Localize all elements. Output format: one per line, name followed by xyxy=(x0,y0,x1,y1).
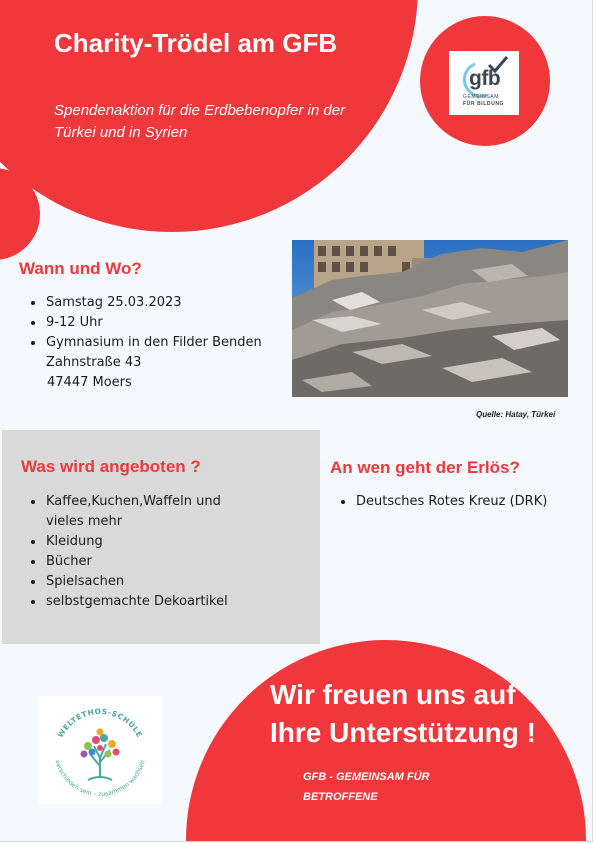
page-subtitle: Spendenaktion für die Erdbebenopfer in der Türkei und in Syrien xyxy=(54,102,346,141)
list-item-text: 9-12 Uhr xyxy=(46,315,103,330)
list-item: selbstgemachte Dekoartikel xyxy=(30,592,260,612)
footer-line-2: BETROFFENE xyxy=(303,791,378,803)
earthquake-rubble-photo xyxy=(292,240,568,397)
list-item: Deutsches Rotes Kreuz (DRK) xyxy=(340,492,570,512)
gfb-logo-word: gfb xyxy=(469,67,501,90)
school-motto-arc: verschieden sein – zusammen wachsen xyxy=(53,759,147,799)
thanks-line-2: Ihre Unterstützung ! xyxy=(270,717,536,748)
list-item xyxy=(30,333,280,393)
when-where-heading: Wann und Wo? xyxy=(19,259,142,278)
offer-list xyxy=(30,492,260,612)
thanks-message xyxy=(270,676,536,752)
photo-caption: Quelle: Hatay, Türkei xyxy=(476,410,556,419)
thanks-line-1: Wir freuen uns auf xyxy=(270,679,516,710)
gfb-logo xyxy=(449,51,519,115)
list-item: Bücher xyxy=(30,552,260,572)
school-name-arc: WELTETHOS-SCHULE xyxy=(55,706,145,740)
proceeds-heading: An wen geht der Erlös? xyxy=(330,458,520,477)
gfb-logo-line1: GEMEINSAM xyxy=(463,94,499,100)
list-item: Kaffee,Kuchen,Waffeln und vieles mehr xyxy=(30,492,260,532)
list-item-text: Samstag 25.03.2023 xyxy=(46,295,182,310)
offer-heading: Was wird angeboten ? xyxy=(21,457,201,476)
list-item xyxy=(30,293,280,313)
footer-tagline xyxy=(303,767,430,807)
list-item: Spielsachen xyxy=(30,572,260,592)
footer-line-1: GFB - GEMEINSAM FÜR xyxy=(303,771,430,783)
list-item-text: Gymnasium in den Filder Benden xyxy=(46,335,262,350)
gfb-logo-line2: FÜR BILDUNG xyxy=(463,101,505,107)
address-city: 47447 Moers xyxy=(47,375,132,390)
proceeds-list xyxy=(340,492,570,512)
page-title: Charity-Trödel am GFB xyxy=(54,28,338,58)
weltethos-school-logo xyxy=(38,696,162,804)
address-street: Zahnstraße 43 xyxy=(46,355,142,370)
tree-logo-icon xyxy=(38,696,162,804)
when-where-list xyxy=(30,293,280,393)
list-item: Kleidung xyxy=(30,532,260,552)
list-item xyxy=(30,313,280,333)
